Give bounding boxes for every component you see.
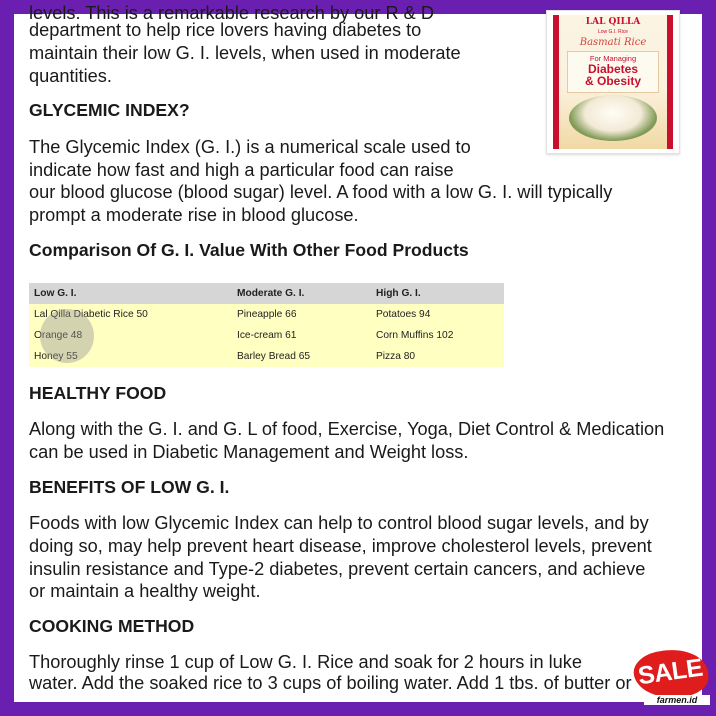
table-cell: Ice-cream 61 — [232, 325, 371, 346]
intro-line: levels. This is a remarkable research by our R & D — [29, 3, 434, 23]
touch-indicator — [40, 309, 94, 363]
product-line3: & Obesity — [584, 74, 641, 88]
benefits-line: insulin resistance and Type-2 diabetes, prevent certain cancers, and achieve — [29, 559, 646, 579]
table-cell: Corn Muffins 102 — [371, 325, 504, 346]
heading-benefits: BENEFITS OF LOW G. I. — [29, 477, 230, 497]
gi-line: indicate how fast and high a particular food can raise — [29, 160, 454, 180]
gi-comparison-table — [29, 283, 504, 367]
product-line2: Diabetes — [587, 62, 639, 76]
table-row — [29, 325, 504, 346]
product-line1: For Managing — [589, 54, 637, 63]
table-cell: Pineapple 66 — [232, 304, 371, 325]
cooking-line: Thoroughly rinse 1 cup of Low G. I. Rice and soak for 2 hours in luke — [29, 652, 582, 672]
table-header-high: High G. I. — [371, 283, 504, 304]
sale-text: SALE — [636, 653, 705, 691]
intro-line: department to help rice lovers having diabetes to — [29, 20, 422, 40]
table-row — [29, 346, 504, 367]
rice-package — [553, 15, 673, 149]
page-frame — [14, 3, 705, 705]
rice-bowl-picture — [569, 95, 657, 141]
healthy-line: can be used in Diabetic Management and Weight loss. — [29, 442, 469, 462]
product-brand: LAL QILLA — [585, 17, 641, 27]
table-header-low: Low G. I. — [29, 283, 232, 304]
intro-line: quantities. — [29, 66, 112, 86]
healthy-line: Along with the G. I. and G. L of food, Exercise, Yoga, Diet Control & Medication — [29, 419, 665, 439]
product-subline: Low G.I. Rice — [597, 29, 628, 35]
table-cell: Potatoes 94 — [371, 304, 504, 325]
table-cell: Orange 48 — [29, 325, 232, 346]
table-header-moderate: Moderate G. I. — [232, 283, 371, 304]
table-cell: Pizza 80 — [371, 346, 504, 367]
table-cell: Barley Bread 65 — [232, 346, 371, 367]
heading-healthy-food: HEALTHY FOOD — [29, 383, 167, 403]
sale-site-label: farmen.id — [644, 695, 710, 705]
benefits-line: doing so, may help prevent heart disease, improve cholesterol levels, prevent — [29, 536, 652, 556]
product-label-box — [567, 51, 659, 93]
benefits-line: Foods with low Glycemic Index can help to control blood sugar levels, and by — [29, 513, 649, 533]
sale-badge — [630, 646, 714, 712]
heading-cooking-method: COOKING METHOD — [29, 616, 195, 636]
product-image — [546, 10, 680, 154]
heading-comparison: Comparison Of G. I. Value With Other Food Products — [29, 240, 469, 260]
cooking-line: water. Add the soaked rice to 3 cups of boiling water. Add 1 tbs. of butter or — [29, 673, 632, 693]
table-cell: Honey 55 — [29, 346, 232, 367]
gi-line: prompt a moderate rise in blood glucose. — [29, 205, 359, 225]
product-rice-name: Basmati Rice — [579, 37, 647, 48]
table-row — [29, 304, 504, 325]
intro-line: maintain their low G. I. levels, when used in moderate — [29, 43, 461, 63]
gi-line: our blood glucose (blood sugar) level. A food with a low G. I. will typically — [29, 182, 613, 202]
heading-glycemic-index: GLYCEMIC INDEX? — [29, 100, 190, 120]
table-cell: Lal Qilla Diabetic Rice 50 — [29, 304, 232, 325]
table-header-row — [29, 283, 504, 304]
gi-line: The Glycemic Index (G. I.) is a numerical scale used to — [29, 137, 471, 157]
benefits-line: or maintain a healthy weight. — [29, 581, 261, 601]
